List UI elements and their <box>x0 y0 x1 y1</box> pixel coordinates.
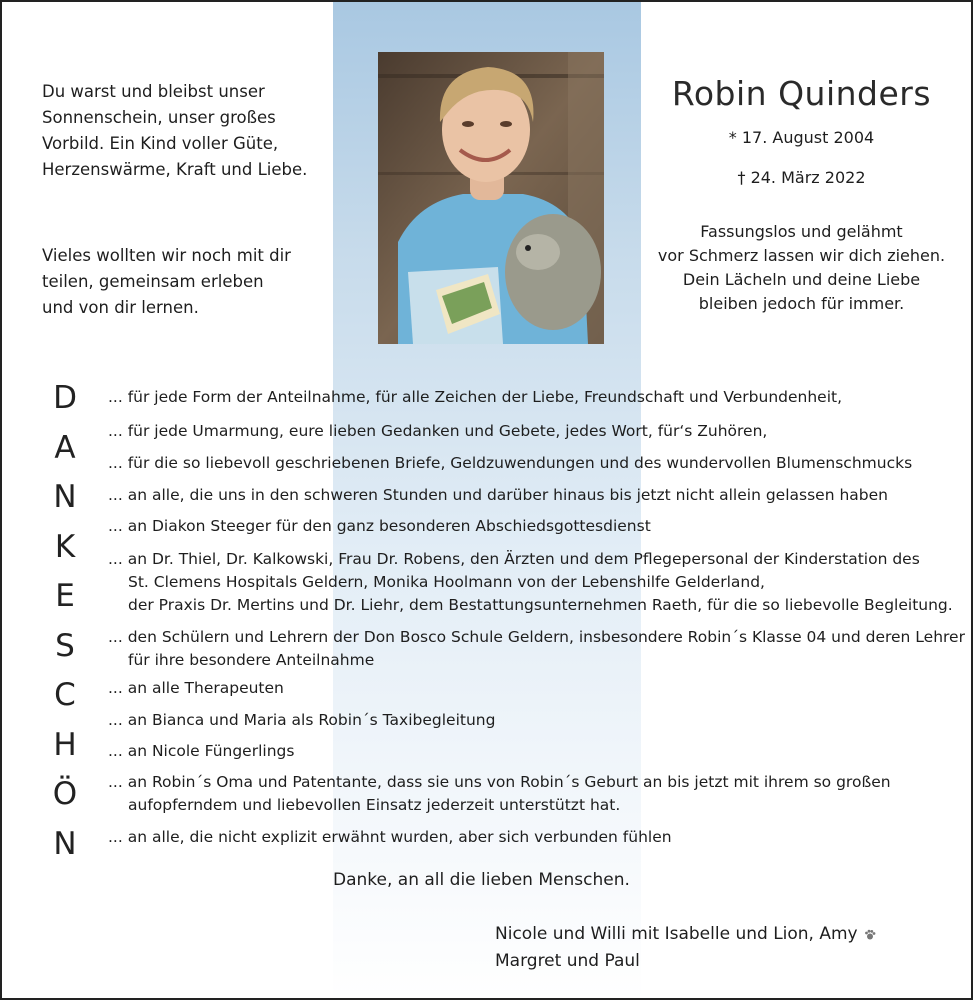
deceased-info <box>644 72 959 316</box>
thanks-item <box>108 420 767 443</box>
vertical-dankeschoen <box>40 374 90 869</box>
thanks-line: für ihre besondere Anteilnahme <box>128 651 375 669</box>
closing-line: Danke, an all die lieben Menschen. <box>333 870 630 890</box>
mourning-line: Fassungslos und gelähmt <box>700 222 903 241</box>
verse-line: Vieles wollten wir noch mit dir <box>42 246 291 265</box>
mourning-text <box>644 220 959 316</box>
thanks-item <box>108 386 842 409</box>
portrait-photo <box>378 52 604 344</box>
verse-line: Du warst und bleibst unser <box>42 82 265 101</box>
vertical-letter: N <box>53 825 77 862</box>
thanks-item <box>108 740 294 763</box>
death-date: † 24. März 2022 <box>737 168 866 187</box>
thanks-line: ... an Robin´s Oma und Patentante, dass sie uns von Robin´s Geburt an bis jetzt mit ihrem so großen <box>108 773 891 791</box>
mourning-line: bleiben jedoch für immer. <box>698 294 905 313</box>
birth-date: * 17. August 2004 <box>728 128 875 147</box>
vertical-letter: N <box>53 479 77 515</box>
thanks-line: ... an Bianca und Maria als Robin´s Taxibegleitung <box>108 711 496 729</box>
portrait-photo-illustration <box>378 52 604 344</box>
thanks-item <box>108 548 953 617</box>
paw-print-icon <box>864 924 876 949</box>
deceased-name: Robin Quinders <box>671 74 932 113</box>
thanks-line: ... an Nicole Füngerlings <box>108 742 295 760</box>
vertical-letter: H <box>53 726 77 763</box>
thanks-item <box>108 771 891 817</box>
verse-line: Vorbild. Ein Kind voller Güte, <box>42 134 279 153</box>
thanks-item <box>108 515 651 538</box>
thanks-item <box>108 677 284 700</box>
verse-line: und von dir lernen. <box>42 298 199 317</box>
thanks-line: ... an alle, die uns in den schweren Stunden und darüber hinaus bis jetzt nicht allein gelassen haben <box>108 486 888 504</box>
vertical-letter: S <box>55 627 75 664</box>
signature <box>495 922 876 974</box>
vertical-letter: C <box>54 677 76 713</box>
vertical-letter: D <box>53 380 77 416</box>
verse-line: teilen, gemeinsam erleben <box>42 272 264 291</box>
thanks-item <box>108 709 495 732</box>
vertical-letter: E <box>55 578 75 614</box>
signature-line: Margret und Paul <box>495 951 640 971</box>
vertical-letter: A <box>54 429 76 466</box>
thanks-line: St. Clemens Hospitals Geldern, Monika Hoolmann von der Lebenshilfe Gelderland, <box>128 573 765 591</box>
thanks-line: ... an alle Therapeuten <box>108 679 284 697</box>
thanks-line: ... an Diakon Steeger für den ganz besonderen Abschiedsgottesdienst <box>108 517 651 535</box>
vertical-letter: K <box>54 528 76 565</box>
thanks-line: ... für jede Form der Anteilnahme, für alle Zeichen der Liebe, Freundschaft und Verbundenheit, <box>108 388 843 406</box>
thanks-line: ... für jede Umarmung, eure lieben Gedanken und Gebete, jedes Wort, für‘s Zuhören, <box>108 422 768 440</box>
thanks-item <box>108 626 965 672</box>
thanks-item <box>108 484 888 507</box>
thanks-item <box>108 452 912 475</box>
thanks-item <box>108 826 672 849</box>
mourning-line: vor Schmerz lassen wir dich ziehen. <box>657 246 946 265</box>
thanks-line: ... an Dr. Thiel, Dr. Kalkowski, Frau Dr. Robens, den Ärzten und dem Pflegepersonal der Kinderstation des <box>108 550 920 568</box>
thanks-line: der Praxis Dr. Mertins und Dr. Liehr, dem Bestattungsunternehmen Raeth, für die so liebevolle Begleitung. <box>128 596 953 614</box>
verse-line: Herzenswärme, Kraft und Liebe. <box>42 160 308 179</box>
thanks-line: ... an alle, die nicht explizit erwähnt wurden, aber sich verbunden fühlen <box>108 828 672 846</box>
vertical-letter: Ö <box>52 776 78 812</box>
signature-line-text: Nicole und Willi mit Isabelle und Lion, Amy <box>495 924 858 944</box>
verse-line: Sonnenschein, unser großes <box>42 108 276 127</box>
thanks-line: aufopferndem und liebevollen Einsatz jederzeit unterstützt hat. <box>128 796 621 814</box>
verse-first <box>42 79 307 183</box>
thanks-line: ... den Schülern und Lehrern der Don Bosco Schule Geldern, insbesondere Robin´s Klasse 04 und deren Lehrer <box>108 628 965 646</box>
mourning-line: Dein Lächeln und deine Liebe <box>682 270 921 289</box>
verse-second <box>42 243 291 321</box>
signature-line <box>495 922 876 949</box>
thanks-line: ... für die so liebevoll geschriebenen Briefe, Geldzuwendungen und des wundervollen Blumenschmucks <box>108 454 913 472</box>
